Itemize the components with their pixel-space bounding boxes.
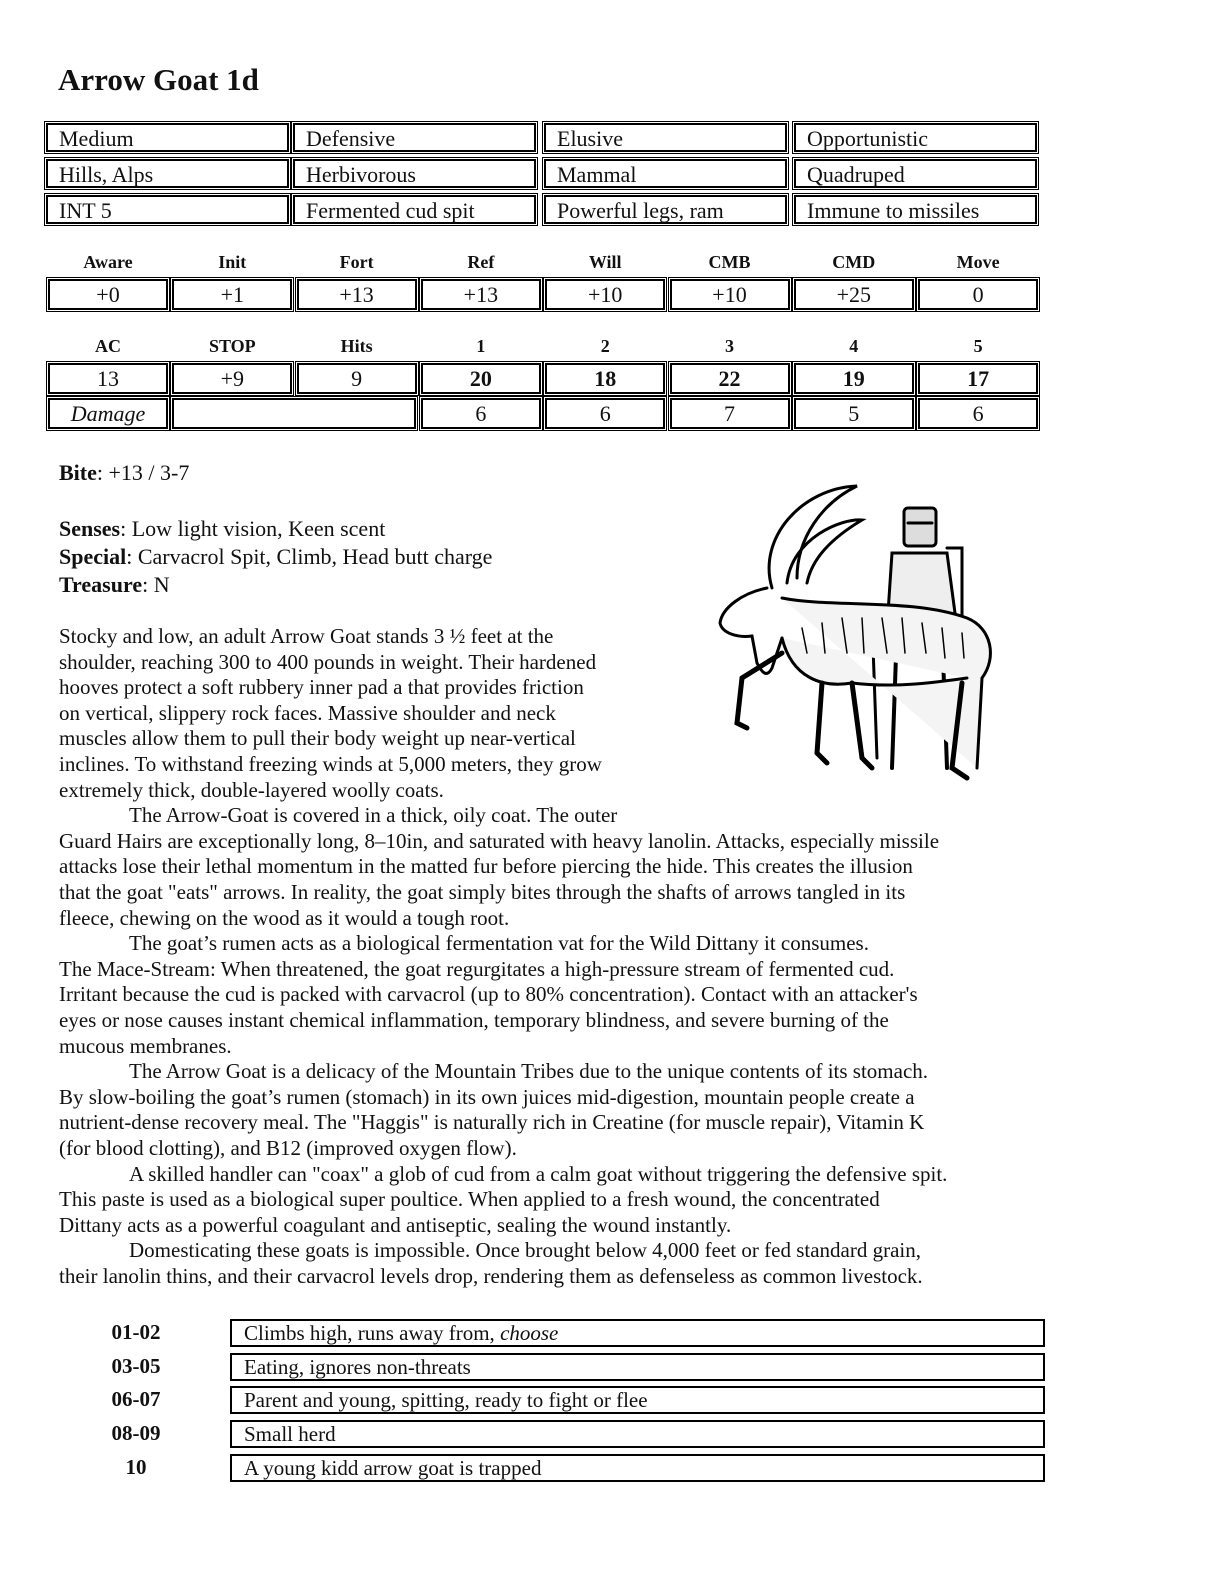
text-line: The Mace-Stream: When threatened, the goat regurgitates a high-pressure stream of fermented cud. — [59, 956, 895, 981]
page-title: Arrow Goat 1d — [58, 62, 259, 97]
stat-value: +1 — [172, 279, 292, 310]
stat-value: 20 — [421, 363, 541, 394]
treasure-label: Treasure — [59, 572, 143, 597]
attribute-cell: Fermented cud spit — [293, 195, 536, 224]
encounter-result — [230, 1353, 1045, 1381]
treasure-value: : N — [142, 572, 170, 597]
stat-header: Init — [218, 252, 247, 272]
text-line: muscles allow them to pull their body weight up near-vertical — [59, 726, 576, 751]
text-line: mucous membranes. — [59, 1033, 232, 1058]
damage-value: 7 — [670, 398, 790, 429]
text-line: This paste is used as a biological super poultice. When applied to a fresh wound, the concentrated — [59, 1187, 880, 1212]
stat-value: 0 — [918, 279, 1038, 310]
special-value: : Carvacrol Spit, Climb, Head butt charge — [126, 544, 493, 569]
text-line: eyes or nose causes instant chemical inflammation, temporary blindness, and severe burning of the — [59, 1008, 889, 1032]
stat-value: +13 — [297, 279, 417, 310]
stat-value: +13 — [421, 279, 541, 310]
text-line: Domesticating these goats is impossible. Once brought below 4,000 feet or fed standard grain, — [129, 1238, 921, 1263]
stat-header: Ref — [467, 252, 495, 272]
encounter-result — [230, 1319, 1045, 1347]
attribute-cell: Hills, Alps — [46, 159, 289, 188]
stat-value: +25 — [794, 279, 914, 310]
text-line: on vertical, slippery rock faces. Massive shoulder and neck — [59, 700, 556, 725]
treasure-line — [59, 572, 170, 598]
stat-header: Will — [588, 252, 622, 272]
damage-label: Damage — [48, 398, 168, 429]
roll-range: 06-07 — [111, 1387, 161, 1412]
stat-header: Hits — [340, 336, 373, 356]
attack-label: Bite — [59, 460, 97, 485]
attack-value: : +13 / 3-7 — [96, 460, 190, 485]
stat-value: 9 — [297, 363, 417, 394]
special-line — [59, 544, 492, 570]
text-line: Guard Hairs are exceptionally long, 8–10in, and saturated with heavy lanolin. Attacks, especially missile — [59, 828, 940, 853]
attack-line — [59, 460, 189, 486]
encounter-text: Parent and young, spitting, ready to fight or flee — [244, 1388, 648, 1413]
text-line: The goat’s rumen acts as a biological fermentation vat for the Wild Dittany it consumes. — [129, 931, 869, 956]
damage-blank — [172, 398, 416, 429]
stat-value: +0 — [48, 279, 168, 310]
attribute-cell: Quadruped — [794, 159, 1037, 188]
stat-header: 2 — [600, 336, 610, 356]
stat-header: 4 — [849, 336, 859, 356]
attribute-cell: Opportunistic — [794, 123, 1037, 152]
roll-range: 01-02 — [111, 1320, 161, 1344]
stat-value: 18 — [545, 363, 665, 394]
stat-header: 1 — [476, 336, 486, 356]
stat-header: AC — [95, 336, 121, 356]
encounter-result — [230, 1454, 1045, 1482]
stat-value: 13 — [48, 363, 168, 394]
attribute-cell: Defensive — [293, 123, 536, 152]
text-line: Dittany acts as a powerful coagulant and antiseptic, sealing the wound instantly. — [59, 1212, 732, 1237]
encounter-text: A young kidd arrow goat is trapped — [244, 1455, 542, 1480]
text-line: shoulder, reaching 300 to 400 pounds in weight. Their hardened — [59, 649, 597, 674]
stat-value: 22 — [670, 363, 790, 394]
stat-header: Fort — [339, 252, 374, 272]
text-line: extremely thick, double-layered woolly coats. — [59, 777, 444, 802]
encounter-emphasis: choose — [500, 1321, 559, 1345]
text-line: attacks lose their lethal momentum in the matted fur before piercing the hide. This creates the illusion — [59, 854, 913, 879]
stat-header: Aware — [83, 252, 133, 272]
attribute-cell: INT 5 — [46, 195, 289, 224]
text-line: inclines. To withstand freezing winds at 5,000 meters, they grow — [59, 752, 602, 776]
text-line: (for blood clotting), and B12 (improved oxygen flow). — [59, 1136, 517, 1160]
text-line: Stocky and low, an adult Arrow Goat stands 3 ½ feet at the — [59, 624, 554, 648]
attribute-cell: Herbivorous — [293, 159, 536, 188]
text-line: that the goat "eats" arrows. In reality, the goat simply bites through the shafts of arrows tangled in its — [59, 880, 906, 904]
text-line: their lanolin thins, and their carvacrol levels drop, rendering them as defenseless as common livestock. — [59, 1264, 923, 1288]
attribute-cell: Medium — [46, 123, 289, 152]
stat-header: 3 — [725, 336, 734, 356]
stat-value: 19 — [794, 363, 914, 394]
senses-line — [59, 516, 385, 542]
senses-label: Senses — [59, 516, 121, 541]
encounter-text: Climbs high, runs away from, — [244, 1321, 501, 1345]
attribute-cell: Immune to missiles — [794, 195, 1037, 224]
stat-header: CMB — [708, 252, 751, 272]
encounter-result — [230, 1420, 1045, 1448]
damage-value: 6 — [421, 398, 541, 429]
encounter-text: Eating, ignores non-threats — [244, 1354, 471, 1379]
text-line: The Arrow Goat is a delicacy of the Mountain Tribes due to the unique contents of its stomach. — [129, 1059, 929, 1084]
goat-illustration — [712, 478, 1007, 793]
encounter-result — [230, 1386, 1045, 1414]
roll-range: 03-05 — [111, 1353, 161, 1378]
stat-value: +10 — [670, 279, 790, 310]
text-line: nutrient-dense recovery meal. The "Haggis" is naturally rich in Creatine (for muscle repair), Vitamin K — [59, 1110, 925, 1135]
attribute-cell: Elusive — [544, 123, 787, 152]
encounter-text: Small herd — [244, 1422, 336, 1447]
stat-value: +10 — [545, 279, 665, 310]
damage-value: 6 — [918, 398, 1038, 429]
stat-header: Move — [956, 252, 1000, 272]
senses-value: : Low light vision, Keen scent — [120, 516, 386, 541]
stat-value: +9 — [172, 363, 292, 394]
attribute-cell: Mammal — [544, 159, 787, 188]
attribute-cell: Powerful legs, ram — [544, 195, 787, 224]
text-line: fleece, chewing on the wood as it would a tough root. — [59, 905, 510, 930]
damage-value: 5 — [794, 398, 914, 429]
stat-header: CMD — [832, 252, 876, 272]
text-line: By slow-boiling the goat’s rumen (stomach) in its own juices mid-digestion, mountain people create a — [59, 1084, 915, 1109]
stat-header: STOP — [208, 336, 256, 356]
roll-range: 08-09 — [111, 1421, 161, 1446]
text-line: hooves protect a soft rubbery inner pad a that provides friction — [59, 675, 584, 700]
text-line: The Arrow-Goat is covered in a thick, oily coat. The outer — [129, 803, 618, 828]
special-label: Special — [59, 544, 127, 569]
stat-header: 5 — [973, 336, 983, 356]
text-line: A skilled handler can "coax" a glob of cud from a calm goat without triggering the defensive spit. — [129, 1161, 948, 1186]
damage-value: 6 — [545, 398, 665, 429]
text-line: Irritant because the cud is packed with carvacrol (up to 80% concentration). Contact with an attacker's — [59, 982, 918, 1007]
stat-value: 17 — [918, 363, 1038, 394]
roll-range: 10 — [125, 1454, 147, 1479]
